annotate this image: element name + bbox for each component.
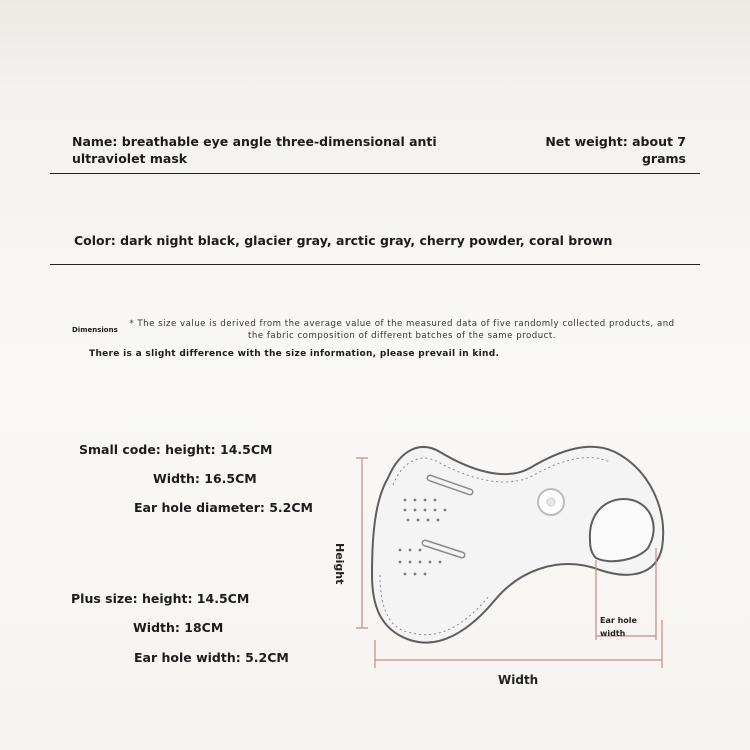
dimensions-label: Dimensions — [72, 326, 118, 334]
plus-ear-hole: Ear hole width: 5.2CM — [134, 650, 289, 665]
height-label: Height — [333, 543, 346, 585]
small-height: Small code: height: 14.5CM — [79, 442, 273, 457]
product-name: Name: breathable eye angle three-dimensional anti ultraviolet mask — [72, 134, 437, 166]
width-label: Width — [498, 673, 539, 687]
valve-center — [547, 498, 555, 506]
plus-height: Plus size: height: 14.5CM — [71, 591, 250, 606]
color-options: Color: dark night black, glacier gray, arctic gray, cherry powder, coral brown — [74, 233, 613, 248]
small-width: Width: 16.5CM — [153, 471, 257, 486]
ear-hole-label-line2: width — [600, 629, 626, 638]
dimensions-note: * The size value is derived from the average value of the measured data of five randomly collected products, and the fabric composition of different batches of the same product. — [129, 319, 675, 341]
net-weight-line2: grams — [641, 151, 686, 166]
small-ear-hole: Ear hole diameter: 5.2CM — [134, 500, 313, 515]
plus-width: Width: 18CM — [133, 620, 224, 635]
height-measure — [356, 458, 368, 628]
dimensions-disclaimer: There is a slight difference with the size information, please prevail in kind. — [89, 349, 500, 359]
ear-hole-label-line1: Ear hole — [600, 616, 637, 625]
net-weight-line1: Net weight: about 7 — [545, 134, 686, 149]
ear-hole — [590, 499, 654, 561]
